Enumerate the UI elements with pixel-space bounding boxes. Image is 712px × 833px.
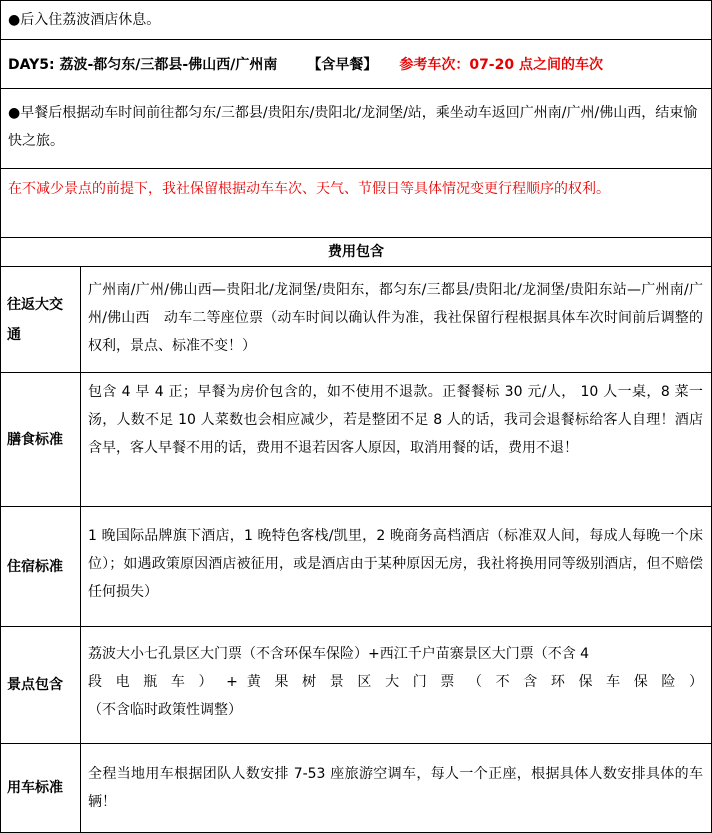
- item-label-line: 通: [7, 326, 21, 343]
- item-content-meals: 包含 4 早 4 正；早餐为房价包含的，如不使用不退款。正餐餐标 30 元/人， 10 人一桌，8 菜一汤，人数不足 10 人菜数也会相应减少，若是整团不足 8 人的话，我司会退餐标给客人自理！酒店含早，客人早餐不用的话，费用不退若因客人原因，取消用餐的话，费用不退！: [88, 384, 703, 456]
- item-label-line: 膳食标准: [7, 431, 63, 448]
- item-label-transport: [1, 267, 81, 372]
- item-row-meals: [0, 373, 712, 507]
- notice-row: [0, 169, 712, 238]
- item-label-accommodation: [1, 507, 81, 626]
- day5-title: DAY5: 荔波-都匀东/三都县-佛山西/广州南: [8, 57, 278, 73]
- section-title: 费用包含: [328, 244, 384, 260]
- item-label-vehicles: [1, 744, 81, 832]
- day5-desc-row: [0, 89, 712, 169]
- intro-text: ●后入住荔波酒店休息。: [8, 12, 161, 28]
- notice-text: 在不减少景点的前提下，我社保留根据动车车次、天气、节假日等具体情况变更行程顺序的权利。: [8, 181, 610, 197]
- item-label-attractions: [1, 627, 81, 743]
- item-content-line: （不含临时政策性调整）: [88, 702, 242, 718]
- section-header-row: [0, 238, 712, 267]
- item-row-vehicles: [0, 744, 712, 833]
- day5-train-ref: 参考车次：07-20 点之间的车次: [399, 57, 603, 73]
- day5-header: [1, 40, 711, 88]
- intro-row: [0, 0, 712, 40]
- item-content-line: 段 电 瓶 车 ） + 黄 果 树 景 区 大 门 票 （ 不 含 环 保 车 保 险 ）: [88, 674, 703, 690]
- item-content-vehicles: 全程当地用车根据团队人数安排 7-53 座旅游空调车，每人一个正座，根据具体人数安排具体的车辆！: [88, 766, 703, 810]
- item-content-accommodation: 1 晚国际品牌旗下酒店，1 晚特色客栈/凯里，2 晚商务高档酒店（标准双人间，每成人每晚一个床位）；如遇政策原因酒店被征用，或是酒店由于某种原因无房，我社将换用同等级别酒店，但不赔偿任何损失）: [88, 528, 703, 600]
- item-label-line: 用车标准: [7, 780, 63, 796]
- item-label-line: 景点包含: [7, 677, 63, 693]
- item-label-line: 住宿标准: [7, 558, 63, 575]
- item-row-accommodation: [0, 507, 712, 627]
- item-label-line: 往返大交: [7, 296, 63, 313]
- day5-meal: 【含早餐】: [307, 57, 378, 73]
- item-content-attractions: [81, 627, 711, 743]
- item-label-meals: [1, 373, 81, 506]
- item-row-attractions: [0, 627, 712, 744]
- item-content-line: 荔波大小七孔景区大门票（不含环保车保险）+西江千户苗寨景区大门票（不含 4: [88, 646, 590, 662]
- item-row-transport: [0, 267, 712, 373]
- day5-desc-text: ●早餐后根据动车时间前往都匀东/三都县/贵阳东/贵阳北/龙洞堡/站，乘坐动车返回广州南/广州/佛山西，结束愉快之旅。: [8, 105, 698, 149]
- day5-header-row: [0, 40, 712, 89]
- item-content-transport: 广州南/广州/佛山西—贵阳北/龙洞堡/贵阳东，都匀东/三都县/贵阳北/龙洞堡/贵阳东站—广州南/广州/佛山西 动车二等座位票（动车时间以确认件为准，我社保留行程根据具体车次时间前后调整的权利，景点、标准不变！）: [88, 282, 703, 354]
